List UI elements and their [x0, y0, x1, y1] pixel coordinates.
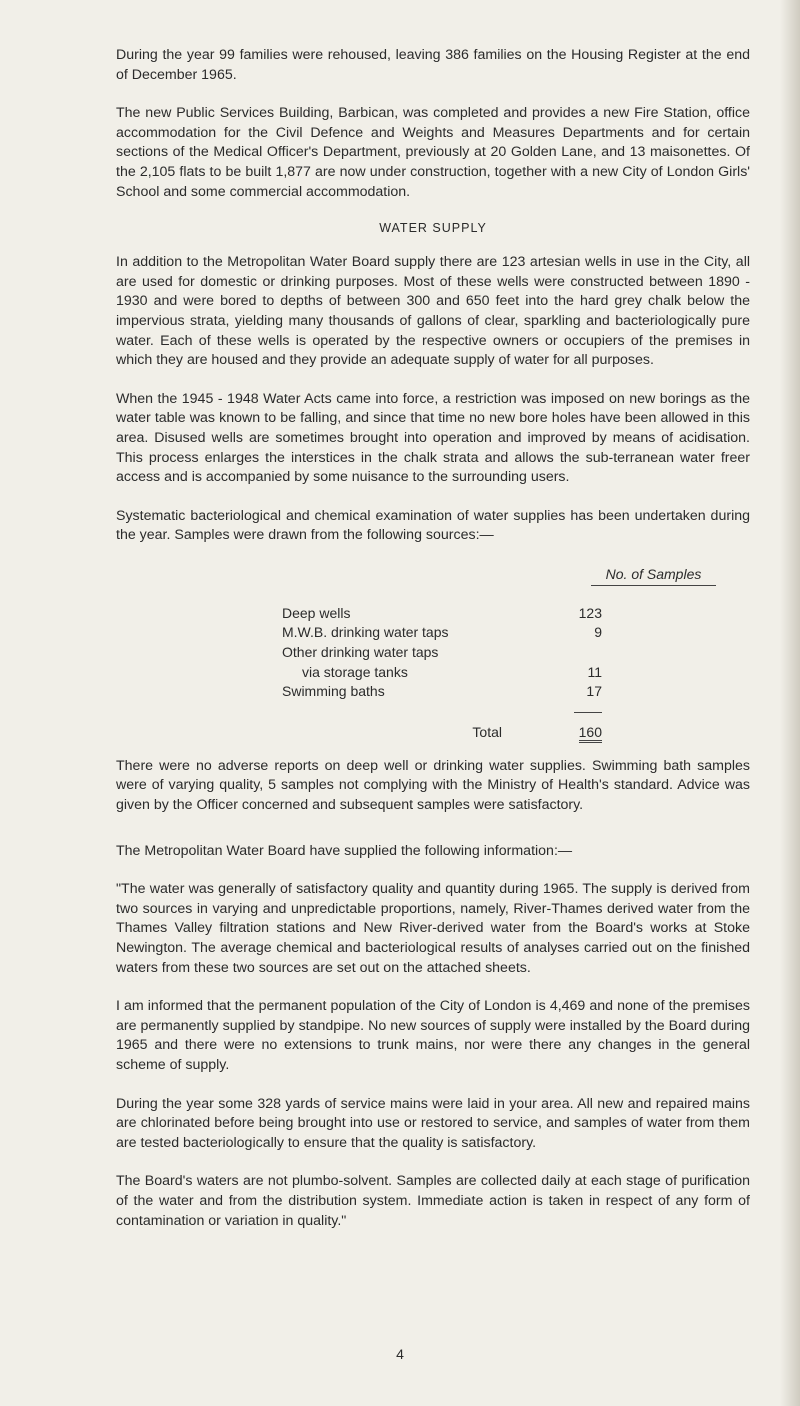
row-value: 17 [586, 683, 602, 700]
table-row [282, 682, 602, 702]
paragraph-plumbo-solvent: The Board's waters are not plumbo-solvent. Samples are collected daily at each stage of purification of the water and from the distribution system. Immediate action is taken in respect of any form of contamination or variation in quality." [116, 1173, 750, 1229]
table-row [282, 663, 602, 683]
row-label: M.W.B. drinking water taps [282, 624, 449, 641]
row-value: 11 [587, 663, 602, 680]
paragraph-population: I am informed that the permanent population of the City of London is 4,469 and none of the premises are permanently supplied by standpipe. No new sources of supply were installed by the Board during 1965 and there were no extensions to trunk mains, nor were there any changes in the general scheme of supply. [116, 998, 750, 1073]
section-heading-water-supply: WATER SUPPLY [379, 221, 487, 236]
paragraph-water-acts: When the 1945 - 1948 Water Acts came into force, a restriction was imposed on new borings as the water table was known to be falling, and since that time no new bore holes have been allowed in this area. Disused wells are sometimes brought into operation and improved by means of acidisation. This process enlarges the interstices in the chalk strata and allows the sub-terranean water freer access and is accompanied by some nuisance to the surrounding users. [116, 390, 750, 486]
paragraph-housing-register: During the year 99 families were rehoused, leaving 386 families on the Housing Register at the end of December 1965. [116, 47, 750, 83]
paragraph-examination: Systematic bacteriological and chemical examination of water supplies has been undertaken during the year. Samples were drawn from the following sources:— [116, 507, 750, 544]
paragraph-artesian-wells: In addition to the Metropolitan Water Board supply there are 123 artesian wells in use in the City, all are used for domestic or drinking purposes. Most of these wells were constructed between 1890 - 1930 and were bored to depths of between 300 and 650 feet into the hard grey chalk below the impervious strata, yielding many thousands of gallons of clear, sparkling and bacteriologically pure water. Each of these wells is operated by the respective owners or occupiers of the premises in which they are housed and they provide an adequate supply of water for all purposes. [116, 254, 750, 369]
row-label: Swimming baths [282, 683, 385, 700]
paragraph-mwb-information: The Metropolitan Water Board have supplied the following information:— [116, 842, 573, 859]
table-row [282, 604, 602, 624]
total-label: Total [472, 723, 502, 740]
samples-table-header: No. of Samples [591, 566, 716, 586]
paragraph-adverse-reports: There were no adverse reports on deep well or drinking water supplies. Swimming bath samples were of varying quality, 5 samples not complying with the Ministry of Health's standard. Advice was given by the Officer concerned and subsequent samples were satisfactory. [116, 757, 750, 814]
page-edge-shadow [780, 0, 800, 1406]
paragraph-service-mains: During the year some 328 yards of service mains were laid in your area. All new and repaired mains are chlorinated before being brought into use or restored to service, and samples of water from them are tested bacteriologically to ensure that the quality is satisfactory. [116, 1095, 750, 1151]
total-value: 160 [579, 724, 602, 743]
row-label: Deep wells [282, 604, 351, 621]
total-value-cell [542, 723, 602, 743]
row-value [542, 643, 602, 663]
table-row [282, 623, 602, 643]
table-row [282, 643, 602, 663]
page-number: 4 [396, 1346, 404, 1362]
row-value: 123 [578, 604, 602, 621]
samples-table [282, 566, 728, 743]
row-label: via storage tanks [302, 663, 408, 680]
paragraph-quote-quality: "The water was generally of satisfactory quality and quantity during 1965. The supply is derived from two sources in varying and unpredictable proportions, namely, River-Thames derived water from the Thames Valley filtration stations and New River-derived water from the Board's works at Stoke Newington. The average chemical and bacteriological results of analyses carried out on the finished waters from these two sources are set out on the attached sheets. [116, 881, 750, 976]
total-row [282, 723, 602, 743]
paragraph-public-services-building: The new Public Services Building, Barbican, was completed and provides a new Fire Station, office accommodation for the Civil Defence and Weights and Measures Departments and for certain sections of the Medical Officer's Department, previously at 20 Golden Lane, and 13 maisonettes. Of the 2,105 flats to be built 1,877 are now under construction, together with a new City of London Girls' School and some commercial accommodation. [116, 105, 750, 200]
row-label: Other drinking water taps [282, 644, 439, 661]
row-value: 9 [594, 624, 602, 641]
